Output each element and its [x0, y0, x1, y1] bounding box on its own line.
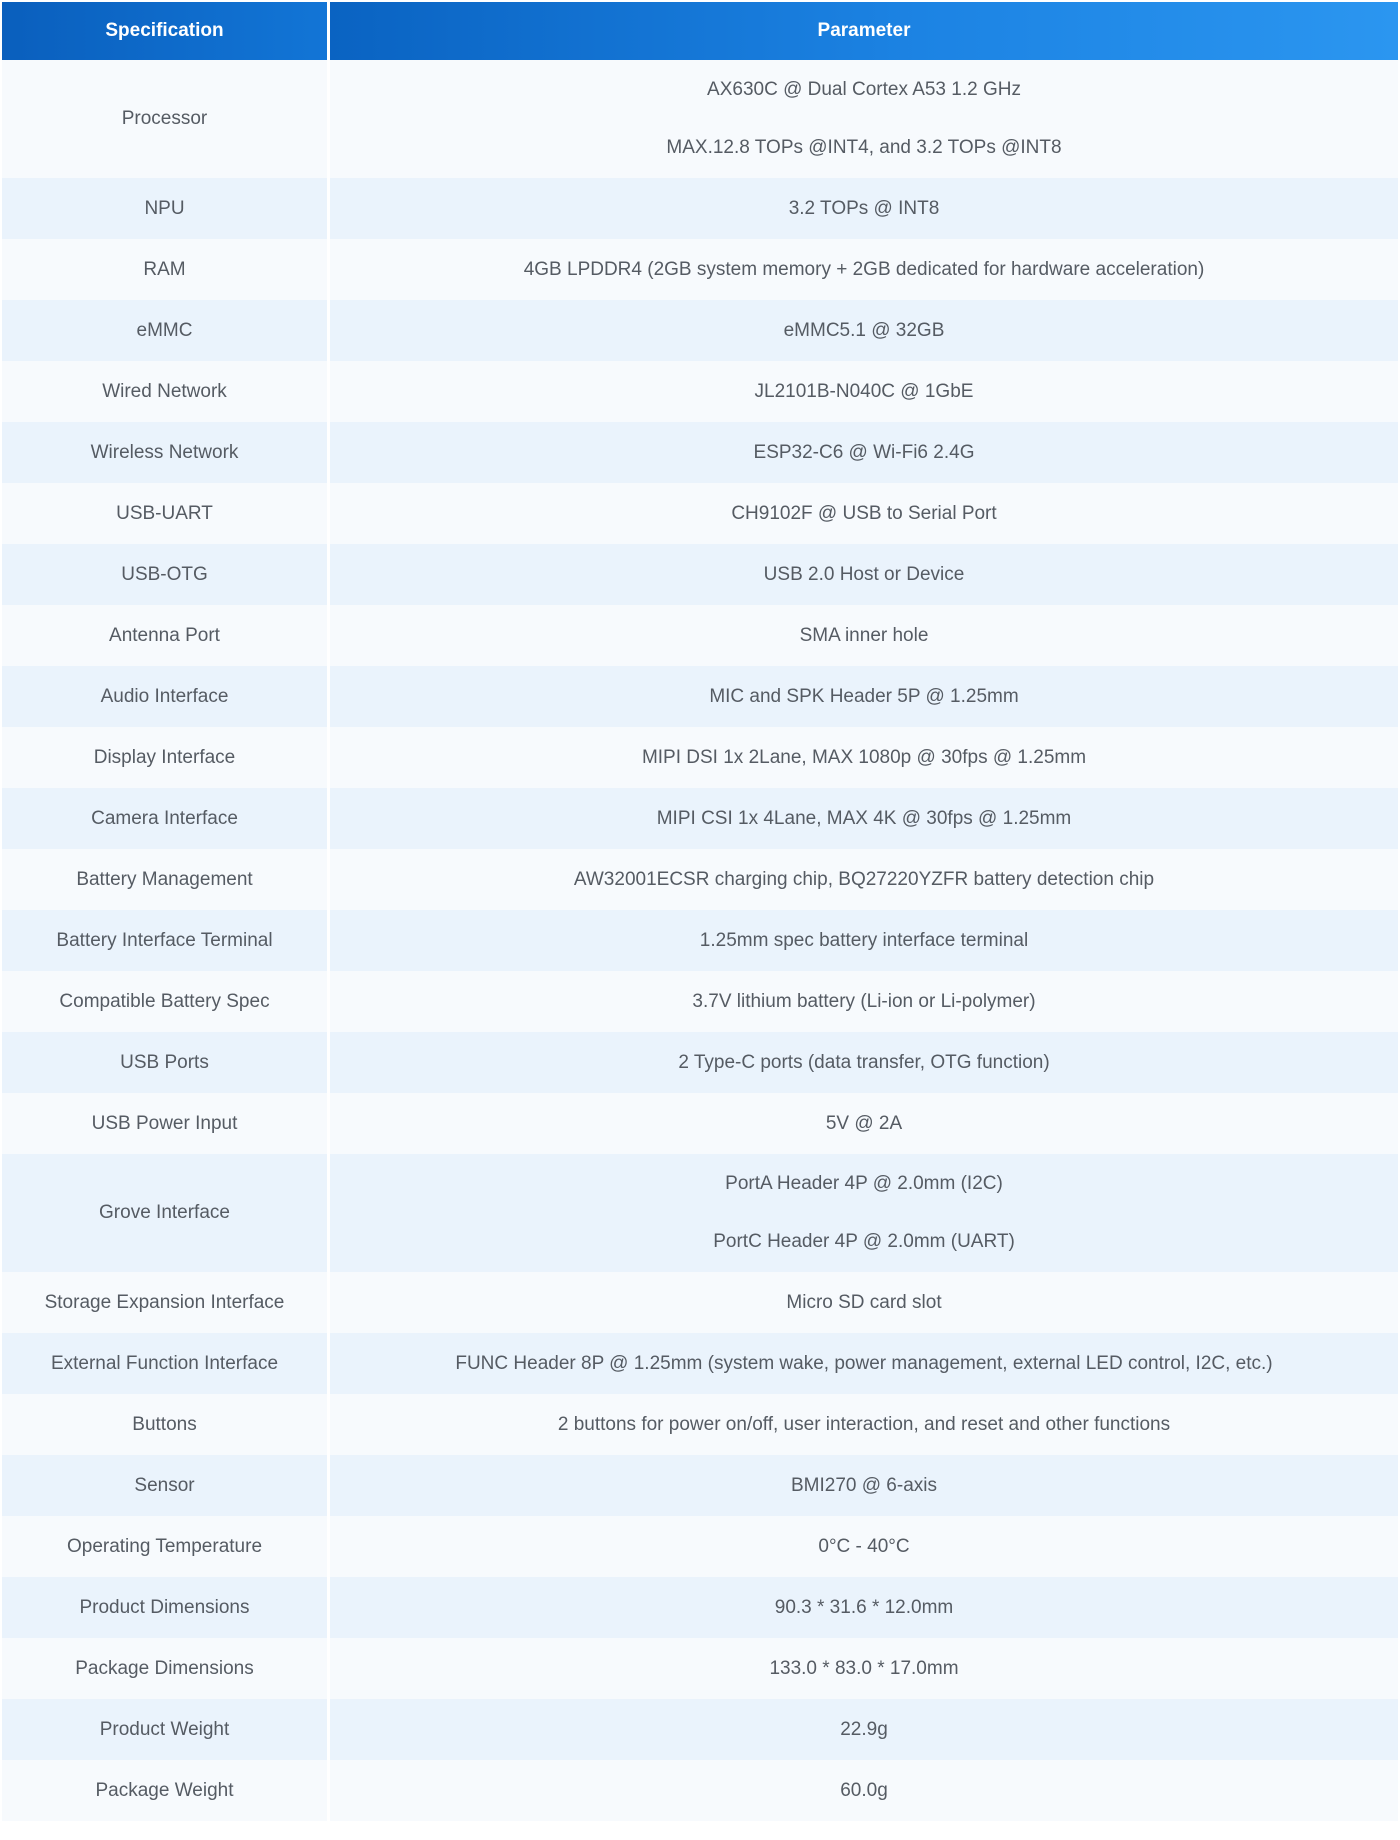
table-row [2, 1760, 1398, 1821]
parameter-cell: SMA inner hole [330, 605, 1398, 666]
table-row [2, 300, 1398, 361]
table-row [2, 1154, 1398, 1272]
table-row [2, 178, 1398, 239]
spec-name-cell: Camera Interface [2, 788, 330, 849]
parameter-cell: MIPI DSI 1x 2Lane, MAX 1080p @ 30fps @ 1.25mm [330, 727, 1398, 788]
parameter-cell: 0°C - 40°C [330, 1516, 1398, 1577]
parameter-cell: Micro SD card slot [330, 1272, 1398, 1333]
spec-name-cell: Battery Management [2, 849, 330, 910]
table-row [2, 605, 1398, 666]
spec-name-cell: Audio Interface [2, 666, 330, 727]
parameter-cell: 1.25mm spec battery interface terminal [330, 910, 1398, 971]
spec-name-cell: Sensor [2, 1455, 330, 1516]
spec-name-cell: Product Weight [2, 1699, 330, 1760]
parameter-cell [330, 60, 1398, 178]
table-row [2, 1032, 1398, 1093]
parameter-cell: 90.3 * 31.6 * 12.0mm [330, 1577, 1398, 1638]
spec-name-cell: Package Dimensions [2, 1638, 330, 1699]
spec-name-cell: USB Ports [2, 1032, 330, 1093]
header-row [2, 2, 1398, 60]
parameter-cell: 3.2 TOPs @ INT8 [330, 178, 1398, 239]
spec-name-cell: Compatible Battery Spec [2, 971, 330, 1032]
header-specification: Specification [2, 2, 330, 60]
table-row [2, 239, 1398, 300]
spec-name-cell: Grove Interface [2, 1154, 330, 1272]
spec-name-cell: Processor [2, 60, 330, 178]
table-row [2, 483, 1398, 544]
table-row [2, 1516, 1398, 1577]
parameter-cell: 3.7V lithium battery (Li-ion or Li-polymer) [330, 971, 1398, 1032]
spec-name-cell: eMMC [2, 300, 330, 361]
spec-table [2, 2, 1398, 1821]
parameter-cell: 4GB LPDDR4 (2GB system memory + 2GB dedicated for hardware acceleration) [330, 239, 1398, 300]
parameter-cell: eMMC5.1 @ 32GB [330, 300, 1398, 361]
parameter-line: PortC Header 4P @ 2.0mm (UART) [713, 1231, 1015, 1252]
spec-name-cell: Package Weight [2, 1760, 330, 1821]
parameter-cell: 2 buttons for power on/off, user interaction, and reset and other functions [330, 1394, 1398, 1455]
table-row [2, 1699, 1398, 1760]
parameter-cell: 133.0 * 83.0 * 17.0mm [330, 1638, 1398, 1699]
spec-name-cell: RAM [2, 239, 330, 300]
parameter-line: AX630C @ Dual Cortex A53 1.2 GHz [707, 79, 1021, 100]
table-row [2, 849, 1398, 910]
table-row [2, 544, 1398, 605]
parameter-cell: 2 Type-C ports (data transfer, OTG function) [330, 1032, 1398, 1093]
spec-name-cell: USB Power Input [2, 1093, 330, 1154]
table-row [2, 1272, 1398, 1333]
table-row [2, 60, 1398, 178]
table-header [2, 2, 1398, 60]
spec-name-cell: Display Interface [2, 727, 330, 788]
spec-name-cell: Wired Network [2, 361, 330, 422]
parameter-line: PortA Header 4P @ 2.0mm (I2C) [725, 1173, 1003, 1194]
spec-name-cell: Operating Temperature [2, 1516, 330, 1577]
parameter-cell: ESP32-C6 @ Wi-Fi6 2.4G [330, 422, 1398, 483]
spec-name-cell: Antenna Port [2, 605, 330, 666]
table-row [2, 1638, 1398, 1699]
table-row [2, 1577, 1398, 1638]
spec-name-cell: Storage Expansion Interface [2, 1272, 330, 1333]
spec-name-cell: Product Dimensions [2, 1577, 330, 1638]
parameter-cell: 5V @ 2A [330, 1093, 1398, 1154]
parameter-cell [330, 1154, 1398, 1272]
table-body [2, 60, 1398, 1821]
parameter-cell: MIC and SPK Header 5P @ 1.25mm [330, 666, 1398, 727]
table-row [2, 727, 1398, 788]
table-row [2, 1394, 1398, 1455]
table-row [2, 361, 1398, 422]
table-row [2, 422, 1398, 483]
parameter-cell: 22.9g [330, 1699, 1398, 1760]
spec-name-cell: USB-UART [2, 483, 330, 544]
table-row [2, 1333, 1398, 1394]
header-parameter: Parameter [330, 2, 1398, 60]
table-row [2, 788, 1398, 849]
spec-name-cell: Battery Interface Terminal [2, 910, 330, 971]
parameter-cell: USB 2.0 Host or Device [330, 544, 1398, 605]
parameter-cell: AW32001ECSR charging chip, BQ27220YZFR battery detection chip [330, 849, 1398, 910]
spec-name-cell: Wireless Network [2, 422, 330, 483]
table-row [2, 910, 1398, 971]
parameter-cell: CH9102F @ USB to Serial Port [330, 483, 1398, 544]
spec-name-cell: NPU [2, 178, 330, 239]
table-row [2, 971, 1398, 1032]
parameter-cell: FUNC Header 8P @ 1.25mm (system wake, power management, external LED control, I2C, etc.) [330, 1333, 1398, 1394]
spec-name-cell: USB-OTG [2, 544, 330, 605]
parameter-cell: JL2101B-N040C @ 1GbE [330, 361, 1398, 422]
parameter-line: MAX.12.8 TOPs @INT4, and 3.2 TOPs @INT8 [666, 137, 1062, 158]
table-row [2, 666, 1398, 727]
spec-name-cell: Buttons [2, 1394, 330, 1455]
parameter-cell: 60.0g [330, 1760, 1398, 1821]
spec-name-cell: External Function Interface [2, 1333, 330, 1394]
table-row [2, 1455, 1398, 1516]
parameter-cell: MIPI CSI 1x 4Lane, MAX 4K @ 30fps @ 1.25mm [330, 788, 1398, 849]
table-row [2, 1093, 1398, 1154]
parameter-cell: BMI270 @ 6-axis [330, 1455, 1398, 1516]
